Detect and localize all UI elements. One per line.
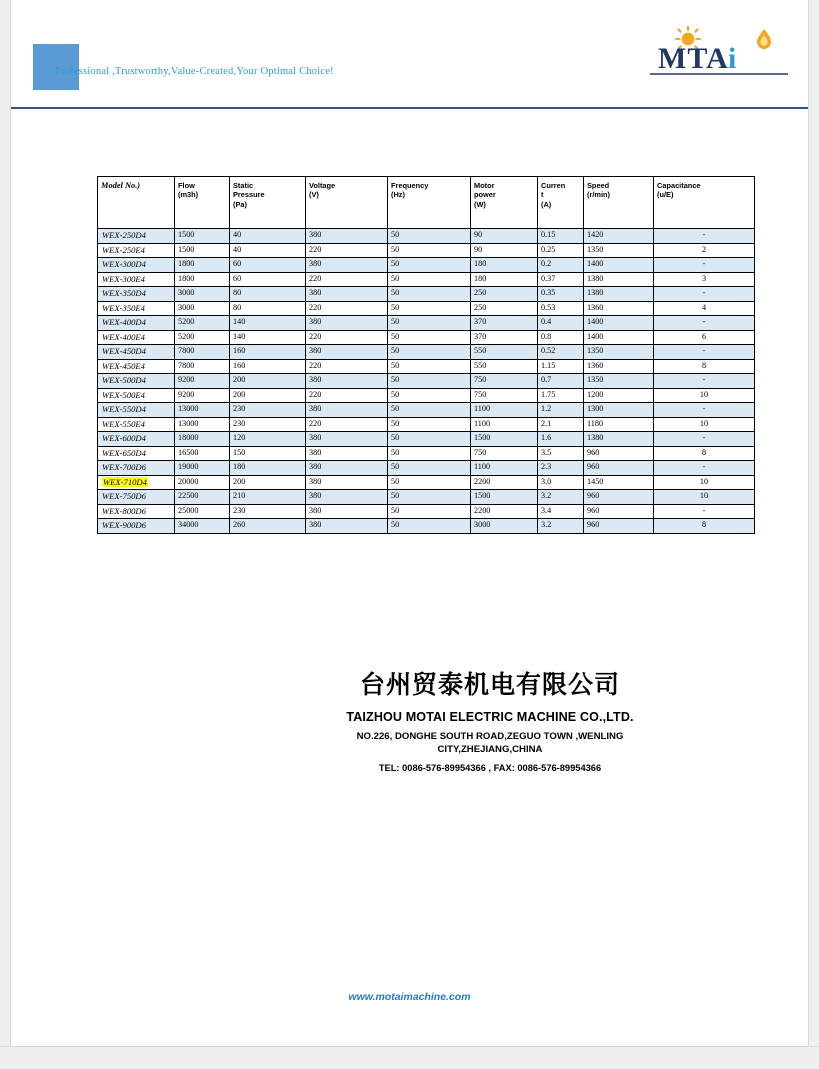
- header-divider: [11, 107, 808, 109]
- company-name-en: TAIZHOU MOTAI ELECTRIC MACHINE CO.,LTD.: [346, 709, 634, 724]
- cell-current: 3.2: [538, 519, 584, 534]
- cell-motor-power: 1100: [471, 417, 538, 432]
- cell-flow: 25000: [175, 504, 230, 519]
- table-row: [98, 475, 755, 490]
- cell-current: 0.2: [538, 258, 584, 273]
- cell-voltage: 380: [306, 403, 388, 418]
- cell-speed: 960: [584, 519, 654, 534]
- company-address: NO.226, DONGHE SOUTH ROAD,ZEGUO TOWN ,WENLING CITY,ZHEJIANG,CHINA: [356, 730, 624, 756]
- table-row: [98, 272, 755, 287]
- table-row: [98, 490, 755, 505]
- cell-motor-power: 250: [471, 287, 538, 302]
- cell-speed: 1450: [584, 475, 654, 490]
- cell-capacitance: -: [654, 461, 755, 476]
- cell-frequency: 50: [388, 475, 471, 490]
- cell-motor-power: 750: [471, 388, 538, 403]
- cell-voltage: 380: [306, 345, 388, 360]
- cell-static-pressure: 140: [230, 316, 306, 331]
- cell-flow: 3000: [175, 301, 230, 316]
- table-row: [98, 229, 755, 244]
- cell-frequency: 50: [388, 446, 471, 461]
- cell-motor-power: 2200: [471, 475, 538, 490]
- cell-capacitance: 10: [654, 417, 755, 432]
- cell-current: 3.5: [538, 446, 584, 461]
- cell-capacitance: -: [654, 374, 755, 389]
- cell-static-pressure: 260: [230, 519, 306, 534]
- cell-static-pressure: 80: [230, 301, 306, 316]
- cell-frequency: 50: [388, 374, 471, 389]
- cell-frequency: 50: [388, 403, 471, 418]
- cell-voltage: 380: [306, 504, 388, 519]
- cell-flow: 34000: [175, 519, 230, 534]
- cell-flow: 22500: [175, 490, 230, 505]
- company-slogan: Professional ,Trustworthy,Value-Created,Your Optimal Choice!: [55, 66, 334, 77]
- page-edge-left: [0, 0, 11, 1069]
- company-name-cn: 台州贸泰机电有限公司: [359, 672, 620, 699]
- table-row: [98, 287, 755, 302]
- table-row: [98, 403, 755, 418]
- cell-motor-power: 1500: [471, 490, 538, 505]
- cell-voltage: 380: [306, 475, 388, 490]
- cell-capacitance: 10: [654, 490, 755, 505]
- specification-table: [97, 176, 755, 534]
- cell-voltage: 380: [306, 490, 388, 505]
- table-row: [98, 374, 755, 389]
- cell-current: 0.8: [538, 330, 584, 345]
- table-row: [98, 519, 755, 534]
- cell-motor-power: 750: [471, 446, 538, 461]
- company-telephone: TEL: 0086-576-89954366 , FAX: 0086-576-89954366: [378, 763, 602, 774]
- cell-motor-power: 90: [471, 229, 538, 244]
- cell-current: 3.2: [538, 490, 584, 505]
- cell-flow: 13000: [175, 403, 230, 418]
- cell-model-no: WEX-800D6: [98, 504, 175, 519]
- cell-motor-power: 550: [471, 345, 538, 360]
- table-row: [98, 316, 755, 331]
- cell-current: 0.15: [538, 229, 584, 244]
- cell-voltage: 380: [306, 519, 388, 534]
- column-header-flow: Flow (m3h): [175, 177, 230, 229]
- cell-motor-power: 1100: [471, 461, 538, 476]
- column-header-voltage: Voltage (V): [306, 177, 388, 229]
- cell-model-no: WEX-250E4: [98, 243, 175, 258]
- cell-flow: 5200: [175, 330, 230, 345]
- cell-frequency: 50: [388, 272, 471, 287]
- cell-model-no: WEX-900D6: [98, 519, 175, 534]
- page-header: [11, 0, 808, 108]
- page-edge-right: [808, 0, 819, 1069]
- cell-voltage: 380: [306, 316, 388, 331]
- highlighted-model: WEX-710D4: [103, 476, 147, 487]
- column-header-speed: Speed (r/min): [584, 177, 654, 229]
- table-row: [98, 258, 755, 273]
- cell-model-no: WEX-500E4: [98, 388, 175, 403]
- cell-capacitance: 10: [654, 388, 755, 403]
- cell-current: 0.53: [538, 301, 584, 316]
- cell-model-no: WEX-550E4: [98, 417, 175, 432]
- cell-static-pressure: 60: [230, 272, 306, 287]
- cell-voltage: 220: [306, 243, 388, 258]
- cell-flow: 1500: [175, 229, 230, 244]
- cell-frequency: 50: [388, 432, 471, 447]
- column-header-current: Curren t (A): [538, 177, 584, 229]
- cell-static-pressure: 180: [230, 461, 306, 476]
- cell-speed: 1380: [584, 272, 654, 287]
- table-row: [98, 301, 755, 316]
- cell-flow: 1800: [175, 272, 230, 287]
- cell-speed: 1350: [584, 345, 654, 360]
- cell-frequency: 50: [388, 301, 471, 316]
- column-header-static-pressure: Static Pressure (Pa): [230, 177, 306, 229]
- cell-current: 2.1: [538, 417, 584, 432]
- cell-static-pressure: 60: [230, 258, 306, 273]
- cell-flow: 9200: [175, 374, 230, 389]
- cell-speed: 1360: [584, 359, 654, 374]
- cell-speed: 1360: [584, 301, 654, 316]
- cell-speed: 1180: [584, 417, 654, 432]
- cell-capacitance: -: [654, 316, 755, 331]
- cell-static-pressure: 200: [230, 374, 306, 389]
- website-link[interactable]: www.motaimachine.com: [348, 991, 471, 1003]
- cell-voltage: 380: [306, 229, 388, 244]
- cell-current: 0.35: [538, 287, 584, 302]
- cell-current: 0.4: [538, 316, 584, 331]
- cell-speed: 1380: [584, 287, 654, 302]
- cell-capacitance: 4: [654, 301, 755, 316]
- cell-motor-power: 180: [471, 258, 538, 273]
- cell-voltage: 220: [306, 330, 388, 345]
- cell-flow: 1500: [175, 243, 230, 258]
- cell-voltage: 380: [306, 446, 388, 461]
- cell-capacitance: -: [654, 229, 755, 244]
- cell-static-pressure: 40: [230, 243, 306, 258]
- cell-static-pressure: 80: [230, 287, 306, 302]
- cell-flow: 9200: [175, 388, 230, 403]
- table-row: [98, 504, 755, 519]
- svg-text:i: i: [728, 42, 737, 75]
- table-row: [98, 461, 755, 476]
- company-block: [270, 670, 710, 773]
- svg-text:MTA: MTA: [658, 42, 729, 75]
- cell-speed: 1350: [584, 374, 654, 389]
- cell-speed: 1400: [584, 330, 654, 345]
- cell-flow: 3000: [175, 287, 230, 302]
- cell-flow: 19000: [175, 461, 230, 476]
- cell-frequency: 50: [388, 330, 471, 345]
- cell-motor-power: 2200: [471, 504, 538, 519]
- cell-capacitance: -: [654, 287, 755, 302]
- cell-frequency: 50: [388, 417, 471, 432]
- cell-current: 0.52: [538, 345, 584, 360]
- column-header-capacitance: Capacitance (u/E): [654, 177, 755, 229]
- cell-speed: 960: [584, 490, 654, 505]
- cell-frequency: 50: [388, 243, 471, 258]
- cell-capacitance: -: [654, 403, 755, 418]
- cell-static-pressure: 230: [230, 504, 306, 519]
- cell-model-no: WEX-400E4: [98, 330, 175, 345]
- cell-flow: 1800: [175, 258, 230, 273]
- cell-speed: 1400: [584, 258, 654, 273]
- cell-voltage: 220: [306, 359, 388, 374]
- cell-motor-power: 90: [471, 243, 538, 258]
- cell-capacitance: 8: [654, 519, 755, 534]
- cell-capacitance: -: [654, 258, 755, 273]
- cell-frequency: 50: [388, 490, 471, 505]
- cell-motor-power: 1500: [471, 432, 538, 447]
- cell-voltage: 380: [306, 432, 388, 447]
- cell-capacitance: 2: [654, 243, 755, 258]
- cell-model-no: WEX-300D4: [98, 258, 175, 273]
- table-row: [98, 388, 755, 403]
- cell-speed: 960: [584, 461, 654, 476]
- cell-voltage: 380: [306, 287, 388, 302]
- cell-voltage: 220: [306, 417, 388, 432]
- cell-current: 0.7: [538, 374, 584, 389]
- cell-model-no: WEX-350D4: [98, 287, 175, 302]
- cell-model-no: WEX-250D4: [98, 229, 175, 244]
- cell-static-pressure: 230: [230, 417, 306, 432]
- cell-current: 1.75: [538, 388, 584, 403]
- cell-voltage: 380: [306, 461, 388, 476]
- page-edge-bottom: [0, 1046, 819, 1069]
- table-row: [98, 345, 755, 360]
- column-header-motor-power: Motor power (W): [471, 177, 538, 229]
- cell-speed: 1300: [584, 403, 654, 418]
- table-header-row: [98, 177, 755, 229]
- cell-speed: 960: [584, 504, 654, 519]
- cell-current: 1.15: [538, 359, 584, 374]
- cell-voltage: 380: [306, 374, 388, 389]
- cell-flow: 16500: [175, 446, 230, 461]
- cell-static-pressure: 210: [230, 490, 306, 505]
- cell-voltage: 380: [306, 258, 388, 273]
- cell-capacitance: 8: [654, 359, 755, 374]
- cell-speed: 1380: [584, 432, 654, 447]
- cell-static-pressure: 230: [230, 403, 306, 418]
- cell-speed: 1200: [584, 388, 654, 403]
- cell-frequency: 50: [388, 388, 471, 403]
- cell-motor-power: 370: [471, 330, 538, 345]
- cell-static-pressure: 160: [230, 345, 306, 360]
- column-header-model-no: Model No.): [98, 177, 175, 229]
- table-row: [98, 359, 755, 374]
- cell-motor-power: 250: [471, 301, 538, 316]
- cell-capacitance: -: [654, 432, 755, 447]
- cell-current: 0.37: [538, 272, 584, 287]
- cell-flow: 5200: [175, 316, 230, 331]
- cell-flow: 20000: [175, 475, 230, 490]
- cell-capacitance: 8: [654, 446, 755, 461]
- cell-current: 3.4: [538, 504, 584, 519]
- cell-current: 0.25: [538, 243, 584, 258]
- cell-flow: 7800: [175, 345, 230, 360]
- cell-frequency: 50: [388, 519, 471, 534]
- cell-flow: 13000: [175, 417, 230, 432]
- cell-frequency: 50: [388, 504, 471, 519]
- cell-frequency: 50: [388, 229, 471, 244]
- cell-speed: 960: [584, 446, 654, 461]
- cell-flow: 7800: [175, 359, 230, 374]
- cell-static-pressure: 200: [230, 388, 306, 403]
- cell-motor-power: 180: [471, 272, 538, 287]
- cell-model-no: WEX-700D6: [98, 461, 175, 476]
- cell-frequency: 50: [388, 258, 471, 273]
- cell-capacitance: 6: [654, 330, 755, 345]
- cell-speed: 1420: [584, 229, 654, 244]
- cell-motor-power: 3000: [471, 519, 538, 534]
- cell-voltage: 220: [306, 301, 388, 316]
- cell-current: 3.0: [538, 475, 584, 490]
- cell-static-pressure: 200: [230, 475, 306, 490]
- cell-frequency: 50: [388, 359, 471, 374]
- cell-motor-power: 1100: [471, 403, 538, 418]
- table-row: [98, 417, 755, 432]
- cell-voltage: 220: [306, 272, 388, 287]
- table-row: [98, 446, 755, 461]
- cell-motor-power: 750: [471, 374, 538, 389]
- cell-current: 1.6: [538, 432, 584, 447]
- cell-motor-power: 550: [471, 359, 538, 374]
- cell-capacitance: 3: [654, 272, 755, 287]
- cell-frequency: 50: [388, 316, 471, 331]
- cell-capacitance: 10: [654, 475, 755, 490]
- cell-static-pressure: 150: [230, 446, 306, 461]
- cell-speed: 1400: [584, 316, 654, 331]
- cell-motor-power: 370: [471, 316, 538, 331]
- cell-model-no: WEX-750D6: [98, 490, 175, 505]
- cell-model-no: WEX-400D4: [98, 316, 175, 331]
- cell-static-pressure: 140: [230, 330, 306, 345]
- cell-current: 2.3: [538, 461, 584, 476]
- cell-model-no: WEX-450E4: [98, 359, 175, 374]
- cell-model-no: WEX-500D4: [98, 374, 175, 389]
- cell-speed: 1350: [584, 243, 654, 258]
- table-row: [98, 432, 755, 447]
- column-header-frequency: Frequency (Hz): [388, 177, 471, 229]
- cell-model-no: WEX-550D4: [98, 403, 175, 418]
- cell-model-no: WEX-600D4: [98, 432, 175, 447]
- cell-voltage: 220: [306, 388, 388, 403]
- cell-model-no: [98, 475, 175, 490]
- flame-icon: [757, 29, 771, 49]
- cell-frequency: 50: [388, 287, 471, 302]
- cell-static-pressure: 40: [230, 229, 306, 244]
- cell-model-no: WEX-450D4: [98, 345, 175, 360]
- cell-model-no: WEX-350E4: [98, 301, 175, 316]
- cell-current: 1.2: [538, 403, 584, 418]
- cell-frequency: 50: [388, 345, 471, 360]
- table-row: [98, 243, 755, 258]
- table-row: [98, 330, 755, 345]
- cell-static-pressure: 160: [230, 359, 306, 374]
- cell-capacitance: -: [654, 504, 755, 519]
- table-body: [98, 229, 755, 534]
- cell-model-no: WEX-650D4: [98, 446, 175, 461]
- cell-model-no: WEX-300E4: [98, 272, 175, 287]
- motai-logo: [644, 26, 794, 84]
- cell-capacitance: -: [654, 345, 755, 360]
- cell-frequency: 50: [388, 461, 471, 476]
- cell-static-pressure: 120: [230, 432, 306, 447]
- cell-flow: 18000: [175, 432, 230, 447]
